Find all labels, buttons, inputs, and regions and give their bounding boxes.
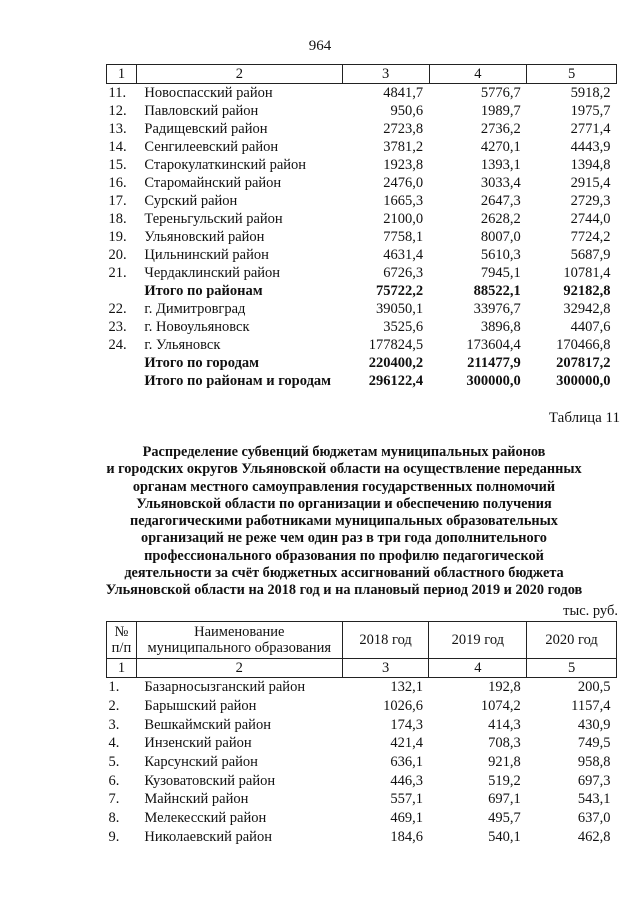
value-cell: 1157,4 xyxy=(571,698,611,715)
table-row xyxy=(107,264,617,282)
table-row xyxy=(107,336,617,354)
value-cell: 88522,1 xyxy=(473,283,521,299)
value-cell: 3781,2 xyxy=(383,139,424,155)
value-cell: 200,5 xyxy=(577,679,611,696)
value-cell: 173604,4 xyxy=(466,337,521,353)
value-cell: 2723,8 xyxy=(383,121,424,137)
value-cell: 8007,0 xyxy=(480,229,521,245)
value-cell: 211477,9 xyxy=(467,355,521,371)
table-label: Таблица 11 xyxy=(548,410,620,426)
value-cell: 75722,2 xyxy=(375,283,424,299)
municipality-name: Радищевский район xyxy=(144,121,268,137)
row-index: 7. xyxy=(108,791,120,808)
value-cell: 4270,1 xyxy=(480,139,521,155)
value-cell: 4443,9 xyxy=(570,139,611,155)
column-number: 3 xyxy=(342,659,429,678)
value-cell: 2771,4 xyxy=(570,121,611,137)
value-cell: 543,1 xyxy=(577,791,611,808)
title-line: Распределение субвенций бюджетам муниципальных районов xyxy=(142,444,546,460)
municipality-name: Майнский район xyxy=(144,791,249,808)
municipality-name: Сурский район xyxy=(144,193,238,209)
table-row xyxy=(107,84,617,103)
table-row xyxy=(107,318,617,336)
row-index: 14. xyxy=(108,139,127,155)
table-row xyxy=(107,138,617,156)
value-cell: 469,1 xyxy=(390,810,423,827)
header-row xyxy=(107,622,617,659)
value-cell: 5687,9 xyxy=(570,247,611,263)
column-number: 4 xyxy=(429,65,527,84)
municipality-name: Инзенский район xyxy=(144,735,252,752)
value-cell: 958,8 xyxy=(577,754,611,771)
total-row xyxy=(107,372,617,390)
municipality-name: Старомайнский район xyxy=(144,175,282,191)
value-cell: 7945,1 xyxy=(480,265,521,281)
table-row xyxy=(107,678,617,697)
value-cell: 1975,7 xyxy=(570,103,611,119)
row-index xyxy=(107,372,137,390)
value-cell: 921,8 xyxy=(488,754,521,771)
column-number-row xyxy=(107,65,617,84)
value-cell: 430,9 xyxy=(577,716,611,733)
municipality-name: Старокулаткинский район xyxy=(144,157,307,173)
value-cell: 92182,8 xyxy=(563,283,611,299)
municipality-name: Ульяновский район xyxy=(144,229,265,245)
row-index: 12. xyxy=(108,103,127,119)
subsidy-table-continued xyxy=(106,64,617,390)
table-row xyxy=(107,753,617,772)
subsidy-table-body xyxy=(107,65,617,391)
header-index: № п/п xyxy=(107,622,137,659)
value-cell: 174,3 xyxy=(390,716,423,733)
row-index: 19. xyxy=(108,229,127,245)
table-row xyxy=(107,156,617,174)
column-number-row xyxy=(107,659,617,678)
table-row xyxy=(107,715,617,734)
value-cell: 1026,6 xyxy=(383,698,423,715)
header-year-2020: 2020 год xyxy=(527,622,617,659)
municipality-name: Новоспасский район xyxy=(144,85,273,101)
value-cell: 207817,2 xyxy=(556,355,611,371)
municipality-name: Сенгилеевский район xyxy=(144,139,279,155)
row-index: 15. xyxy=(108,157,127,173)
value-cell: 5610,3 xyxy=(480,247,521,263)
table-row xyxy=(107,120,617,138)
row-index: 2. xyxy=(108,698,120,715)
row-index: 3. xyxy=(108,716,120,733)
value-cell: 2628,2 xyxy=(480,211,521,227)
row-index: 18. xyxy=(108,211,127,227)
value-cell: 1989,7 xyxy=(480,103,521,119)
value-cell: 462,8 xyxy=(577,828,611,845)
value-cell: 3033,4 xyxy=(480,175,521,191)
table-row xyxy=(107,228,617,246)
column-number: 2 xyxy=(136,659,342,678)
row-index: 24. xyxy=(108,337,127,353)
value-cell: 192,8 xyxy=(488,679,521,696)
value-cell: 32942,8 xyxy=(563,301,611,317)
value-cell: 5776,7 xyxy=(480,85,521,101)
row-index: 1. xyxy=(108,679,120,696)
value-cell: 7724,2 xyxy=(570,229,611,245)
title-line: органам местного самоуправления государственных полномочий xyxy=(132,478,556,495)
table-row xyxy=(107,697,617,716)
value-cell: 6726,3 xyxy=(383,265,424,281)
value-cell: 446,3 xyxy=(390,772,423,789)
value-cell: 4841,7 xyxy=(383,85,424,101)
table-row xyxy=(107,790,617,809)
total-row xyxy=(107,354,617,372)
value-cell: 33976,7 xyxy=(473,301,521,317)
value-cell: 184,6 xyxy=(390,828,423,845)
header-name: Наименование муниципального образования xyxy=(136,622,342,659)
table-row xyxy=(107,210,617,228)
municipality-name: Итого по районам xyxy=(144,283,263,299)
table-row xyxy=(107,828,617,847)
title-line: педагогическими работниками муниципальных образовательных xyxy=(130,513,558,530)
row-index: 16. xyxy=(108,175,127,191)
value-cell: 2915,4 xyxy=(570,175,611,191)
table-row xyxy=(107,102,617,120)
row-index xyxy=(107,354,137,372)
value-cell: 2476,0 xyxy=(383,175,424,191)
value-cell: 495,7 xyxy=(488,810,521,827)
value-cell: 2729,3 xyxy=(570,193,611,209)
value-cell: 637,0 xyxy=(577,810,611,827)
value-cell: 170466,8 xyxy=(556,337,611,353)
municipality-name: Чердаклинский район xyxy=(144,265,281,281)
column-number: 1 xyxy=(107,659,137,678)
table-row xyxy=(107,734,617,753)
value-cell: 1923,8 xyxy=(383,157,424,173)
municipality-name: Итого по городам xyxy=(144,355,260,371)
municipality-name: г. Димитровград xyxy=(144,301,246,317)
value-cell: 220400,2 xyxy=(368,355,424,371)
value-cell: 296122,4 xyxy=(368,373,424,389)
value-cell: 2744,0 xyxy=(570,211,611,227)
row-index: 4. xyxy=(108,735,120,752)
row-index: 9. xyxy=(108,828,120,845)
value-cell: 5918,2 xyxy=(570,85,611,101)
subsidy-table-11 xyxy=(106,621,617,846)
municipality-name: Цильнинский район xyxy=(144,247,269,263)
value-cell: 4631,4 xyxy=(383,247,424,263)
value-cell: 4407,6 xyxy=(570,319,611,335)
column-number: 2 xyxy=(136,65,342,84)
value-cell: 7758,1 xyxy=(383,229,424,245)
row-index: 11. xyxy=(108,85,127,101)
value-cell: 2736,2 xyxy=(480,121,521,137)
title-line: организаций не реже чем один раз в три года дополнительного xyxy=(141,530,547,547)
row-index: 21. xyxy=(108,265,127,281)
table-row xyxy=(107,809,617,828)
title-line: Ульяновской области по организации и обеспечению получения xyxy=(136,495,552,512)
value-cell: 1074,2 xyxy=(480,698,521,715)
value-cell: 697,3 xyxy=(577,772,611,789)
row-index: 22. xyxy=(108,301,127,317)
column-number: 1 xyxy=(107,65,137,84)
title-line: деятельности за счёт бюджетных ассигнований областного бюджета xyxy=(124,565,564,582)
column-number: 5 xyxy=(527,659,617,678)
value-cell: 3525,6 xyxy=(383,319,424,335)
page-number: 964 xyxy=(308,38,332,54)
table-title xyxy=(84,444,604,600)
title-line: и городских округов Ульяновской области на осуществление переданных xyxy=(106,461,582,478)
row-index: 13. xyxy=(108,121,127,137)
title-line: профессионального образования по профилю педагогической xyxy=(144,547,544,564)
value-cell: 300000,0 xyxy=(466,373,521,389)
table-row xyxy=(107,174,617,192)
row-index: 8. xyxy=(108,810,120,827)
table-row xyxy=(107,246,617,264)
value-cell: 2647,3 xyxy=(480,193,521,209)
row-index: 5. xyxy=(108,754,120,771)
row-index: 17. xyxy=(108,193,127,209)
column-number: 5 xyxy=(527,65,617,84)
value-cell: 697,1 xyxy=(488,791,521,808)
municipality-name: Николаевский район xyxy=(144,828,272,845)
value-cell: 1394,8 xyxy=(570,157,611,173)
column-number: 3 xyxy=(342,65,429,84)
row-index xyxy=(107,282,137,300)
value-cell: 414,3 xyxy=(488,716,521,733)
value-cell: 1665,3 xyxy=(383,193,424,209)
value-cell: 132,1 xyxy=(390,679,423,696)
units-label: тыс. руб. xyxy=(563,603,618,619)
subsidy-table-11-body xyxy=(107,622,617,847)
column-number: 4 xyxy=(429,659,527,678)
municipality-name: г. Ульяновск xyxy=(144,337,221,353)
table-row xyxy=(107,192,617,210)
header-year-2018: 2018 год xyxy=(342,622,429,659)
municipality-name: Мелекесский район xyxy=(144,810,267,827)
value-cell: 540,1 xyxy=(488,828,521,845)
municipality-name: Карсунский район xyxy=(144,754,258,771)
table-row xyxy=(107,300,617,318)
value-cell: 950,6 xyxy=(390,103,424,119)
row-index: 20. xyxy=(108,247,127,263)
municipality-name: Итого по районам и городам xyxy=(144,373,332,389)
municipality-name: Барышский район xyxy=(144,698,257,715)
value-cell: 636,1 xyxy=(390,754,423,771)
municipality-name: Кузоватовский район xyxy=(144,772,276,789)
value-cell: 708,3 xyxy=(488,735,521,752)
value-cell: 10781,4 xyxy=(563,265,611,281)
value-cell: 421,4 xyxy=(390,735,423,752)
total-row xyxy=(107,282,617,300)
municipality-name: Вешкаймский район xyxy=(144,716,271,733)
value-cell: 177824,5 xyxy=(368,337,424,353)
value-cell: 1393,1 xyxy=(480,157,521,173)
municipality-name: г. Новоульяновск xyxy=(144,319,250,335)
value-cell: 3896,8 xyxy=(480,319,521,335)
value-cell: 519,2 xyxy=(488,772,521,789)
title-line: Ульяновской области на 2018 год и на плановый период 2019 и 2020 годов xyxy=(105,582,583,599)
municipality-name: Базарносызганский район xyxy=(144,679,306,696)
municipality-name: Тереньгульский район xyxy=(144,211,283,227)
row-index: 23. xyxy=(108,319,127,335)
header-year-2019: 2019 год xyxy=(429,622,527,659)
row-index: 6. xyxy=(108,772,120,789)
value-cell: 39050,1 xyxy=(375,301,424,317)
table-row xyxy=(107,771,617,790)
value-cell: 557,1 xyxy=(390,791,423,808)
value-cell: 2100,0 xyxy=(383,211,424,227)
value-cell: 300000,0 xyxy=(556,373,611,389)
value-cell: 749,5 xyxy=(577,735,611,752)
municipality-name: Павловский район xyxy=(144,103,259,119)
